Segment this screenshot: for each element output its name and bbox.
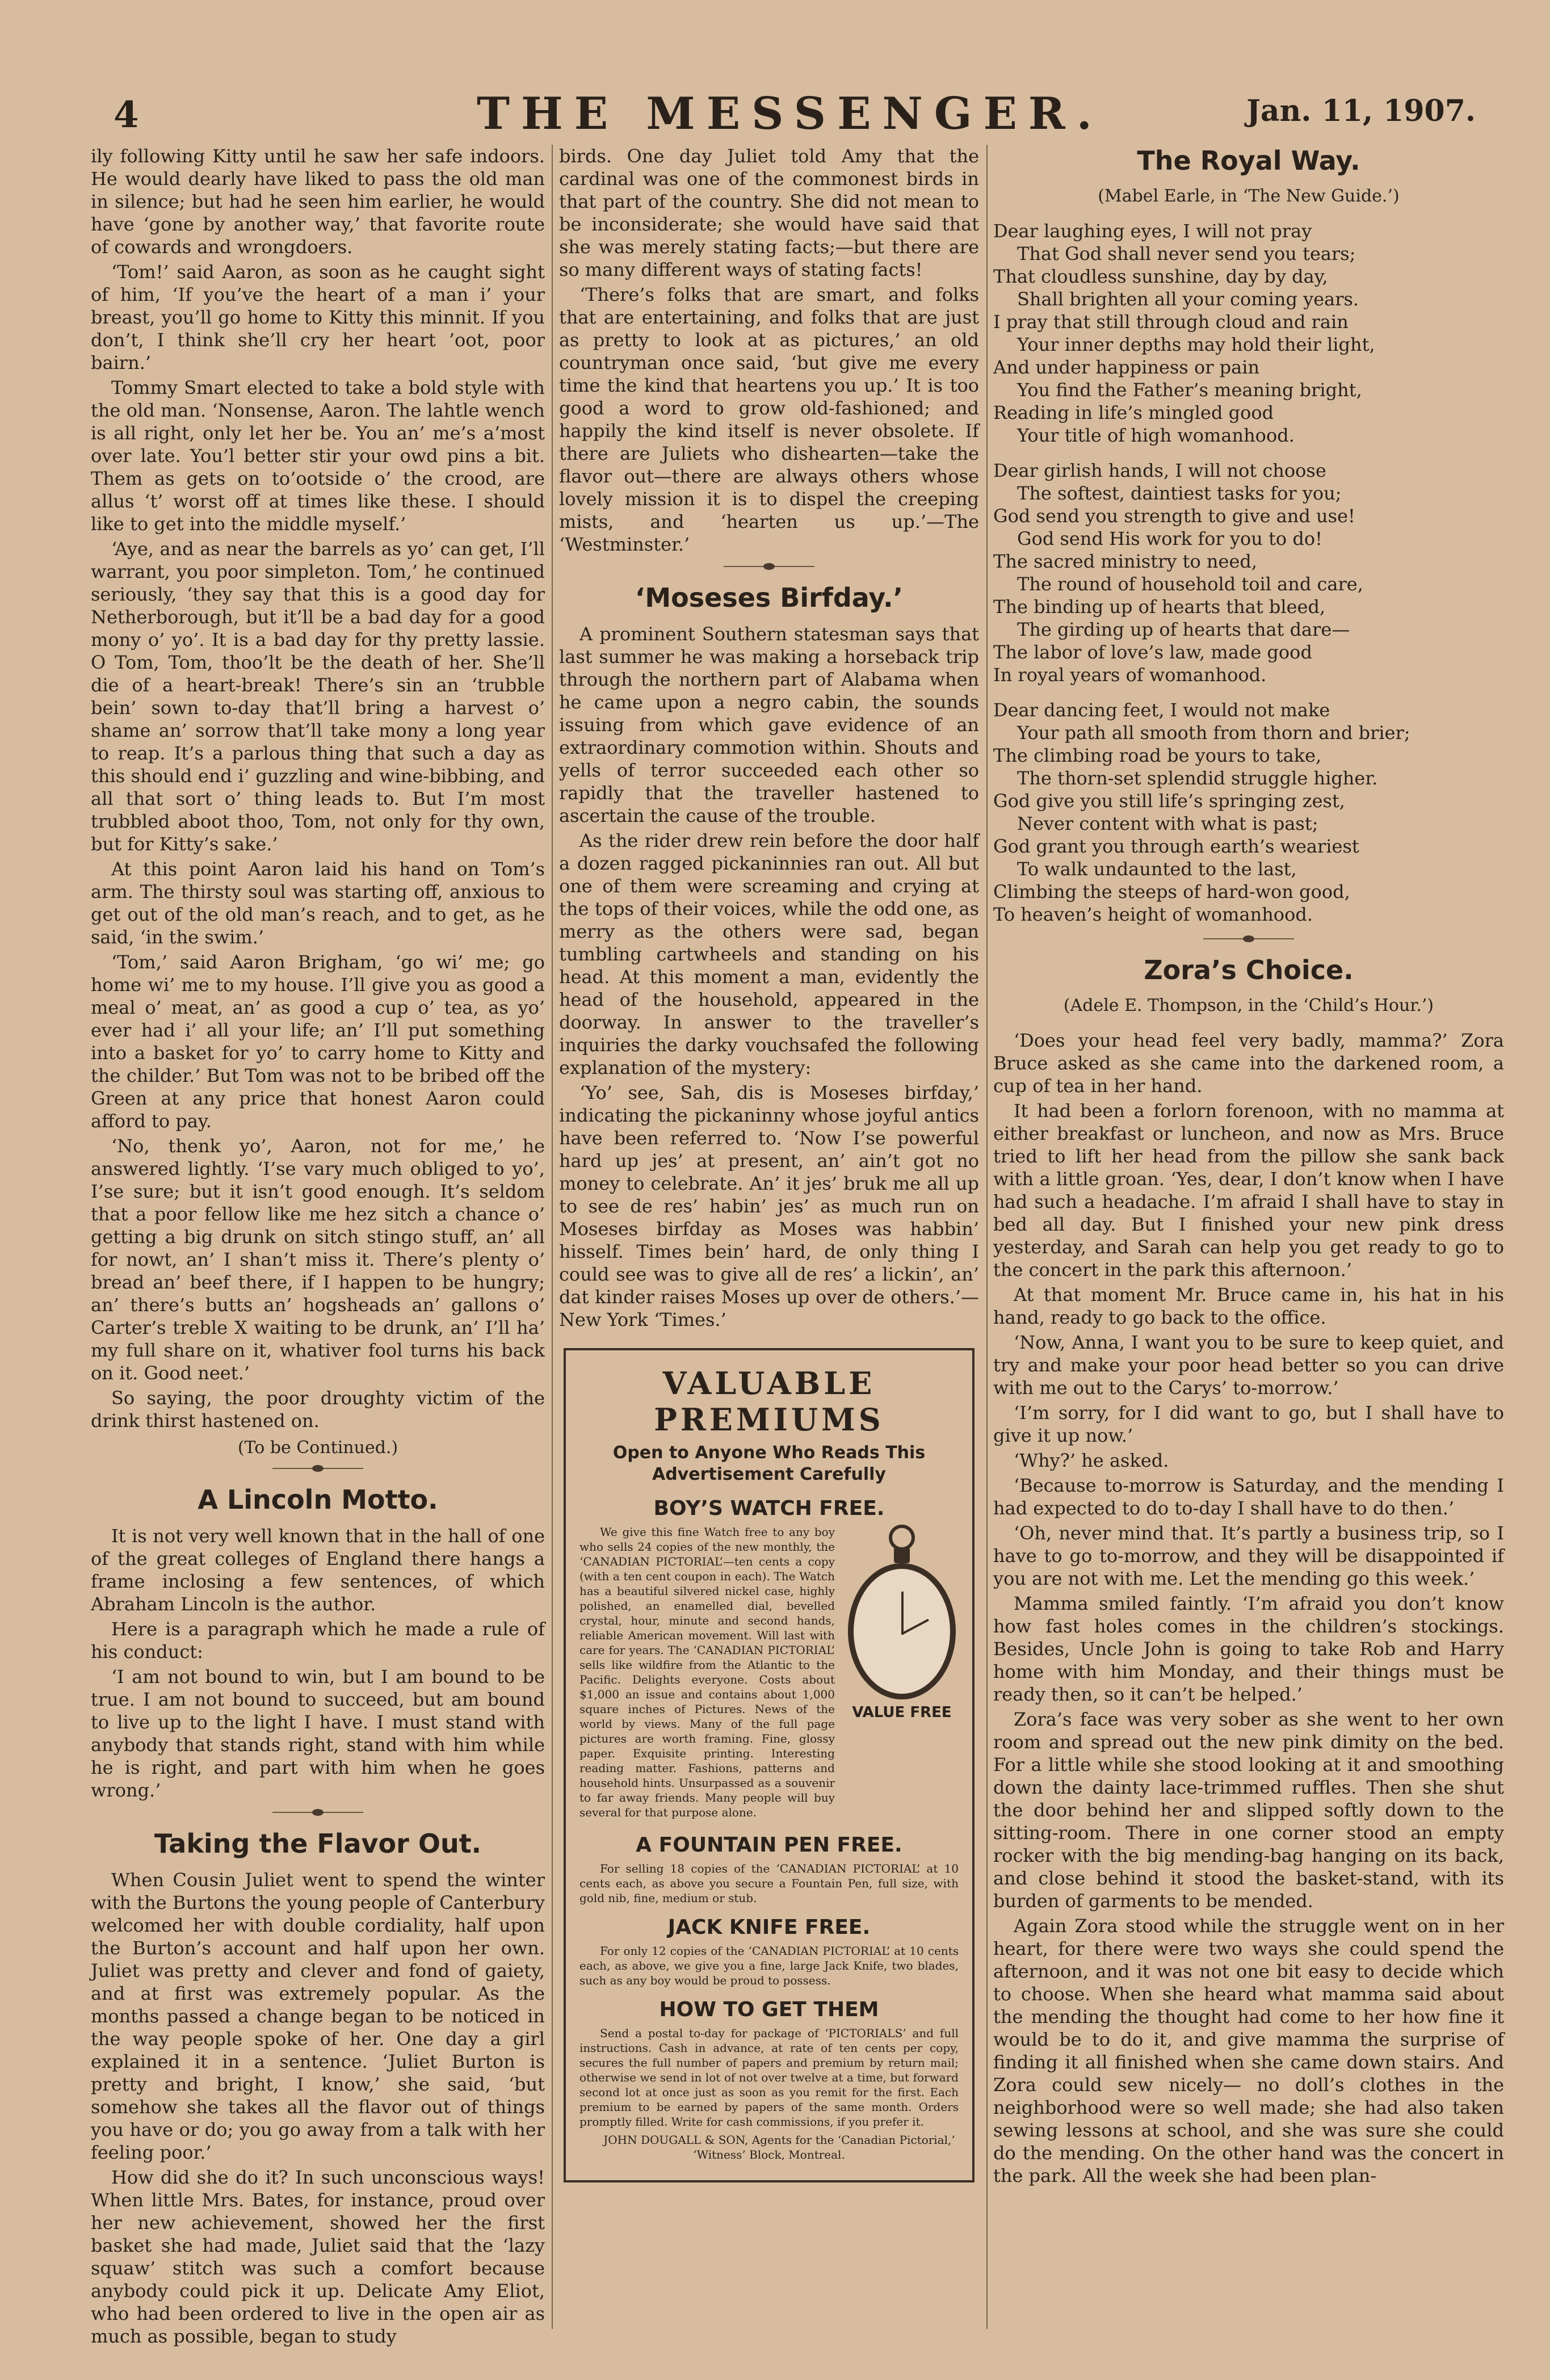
column-1 [91, 145, 545, 2347]
verse-line: Never content with what is past; [1017, 813, 1318, 834]
watch-offer [579, 1525, 959, 1823]
lincoln-motto-article [91, 1484, 545, 1802]
watch-heading: BOY’S WATCH FREE. [653, 1497, 885, 1520]
verse-line: Your path all smooth from thorn and brier; [1017, 722, 1410, 744]
story-paragraph: So saying, the poor droughty victim of the drink thirst hastened on. [91, 1387, 545, 1432]
story-paragraph: ‘Because to-morrow is Saturday, and the mending I had expected to do to-day I shall have to do then.’ [993, 1475, 1504, 1519]
story-paragraph: Again Zora stood while the struggle went on in her heart, for there were two ways she could spend the afternoon, and it was not one bit easy to decide which to choose. When she heard what mamma said about the mending the thought had come to her how fine it would be to do it, and give mamma the surprise of finding it all finished when she came down stairs. And Zora could sew nicely— no doll’s clothes in the neighborhood were so well made; she had also taken sewing lessons at school, and she was sure she could do the mending. On the other hand was the concert in the park. All the week she had been plan- [993, 1915, 1504, 2186]
verse-line: That cloudless sunshine, day by day, [993, 266, 1328, 287]
verse-line: In royal years of womanhood. [993, 664, 1267, 686]
ad-subtitle: Open to Anyone Who Reads This Advertisement Carefully [612, 1443, 926, 1484]
flavor-article-continued [559, 145, 979, 556]
story-paragraph: Tommy Smart elected to take a bold style with the old man. ‘Nonsense, Aaron. The lahtle wench is all right, only let her be. You an’ me’s a’most over late. You’l better stir your owd pins a bit. Them as gets on to’ootside o’ the crood, are allus ‘t’ worst off at times like these. I should like to get into the middle myself.’ [91, 377, 545, 535]
verse-line: Dear girlish hands, I will not choose [993, 460, 1326, 481]
article-paragraph: How did she do it? In such unconscious ways! When little Mrs. Bates, for instance, proud over her new achievement, showed her the first basket she had made, Juliet said that the ‘lazy squaw’ stitch was such a comfort because anybody could pick it up. Delicate Amy Eliot, who had been ordered to live in the open air as much as possible, began to study [91, 2167, 545, 2347]
article-paragraph: It is not very well known that in the hall of one of the great colleges of England there hangs a frame inclosing a few sentences, of which Abraham Lincoln is the author. [91, 1525, 545, 1615]
ad-title: VALUABLE PREMIUMS [654, 1365, 884, 1438]
verse-line: Dear laughing eyes, I will not pray [993, 220, 1312, 242]
serial-story [91, 145, 545, 1458]
issue-date: Jan. 11, 1907. [1246, 94, 1476, 128]
section-separator [272, 1812, 363, 1813]
verse-line: Dear dancing feet, I would not make [993, 699, 1330, 721]
story-paragraph: ‘I’m sorry, for I did want to go, but I shall have to give it up now.’ [993, 1402, 1504, 1446]
verse-line: And under happiness or pain [993, 356, 1260, 378]
poem-stanza [993, 699, 1504, 926]
verse-line: God send His work for you to do! [1017, 528, 1322, 549]
pen-heading: A FOUNTAIN PEN FREE. [636, 1833, 902, 1857]
verse-line: You find the Father’s meaning bright, [1017, 379, 1362, 401]
story-paragraph: ‘Tom!’ said Aaron, as soon as he caught sight of him, ‘If you’ve the heart of a man i’ your breast, you’ll go home to Kitty this minnit. If you don’t, I think she’ll cry her heart ’oot, poor bairn.’ [91, 261, 545, 373]
article-paragraph: ‘I am not bound to win, but I am bound to be true. I am not bound to succeed, but am bound to live up to the light I have. I must stand with anybody that stands right, stand with him while he is right, and part with him when he goes wrong.’ [91, 1666, 545, 1801]
pocket-watch-icon [845, 1525, 959, 1823]
verse-line: Shall brighten all your coming years. [1017, 288, 1359, 310]
verse-line: The girding up of hearts that dare— [1017, 619, 1350, 640]
watch-crown-icon [894, 1547, 910, 1563]
story-paragraph: ‘Does your head feel very badly, mamma?’ Zora Bruce asked as she came into the darkened room, a cup of tea in her hand. [993, 1030, 1504, 1097]
article-paragraph: As the rider drew rein before the door half a dozen ragged pickaninnies ran out. All but one of them were screaming and crying at the tops of their voices, while the odd one, as merry as the others were sad, began tumbling cartwheels and standing on his head. At this moment a man, evidently the head of the household, appeared in the doorway. In answer to the traveller’s inquiries the darky vouchsafed the following explanation of the mystery: [559, 830, 979, 1078]
article-paragraph: ‘There’s folks that are smart, and folks that are entertaining, and folks that are just as pretty to look at as pictures,’ an old countryman once said, ‘but give me every time the kind that heartens you up.’ It is too good a word to grow old-fashioned; and happily the kind itself is never obsolete. If there are Juliets who dishearten—take the flavor out—there are always others whose lovely mission it is to dispel the creeping mists, and ‘hearten us up.’—The ‘Westminster.’ [559, 284, 979, 555]
story-paragraph: ‘No, thenk yo’, Aaron, not for me,’ he answered lightly. ‘I’se vary much obliged to yo’, I’se sure; but it isn’t good enough. It’s seldom that a poor fellow like me hez sitch a chance o’ getting a big drunk on sitch stingo stuff, an’ all for nowt, an’ I shan’t miss it. There’s plenty o’ bread an’ beef there, if I happen to be hungry; an’ there’s butts an’ hogsheads an’ gallons o’ Carter’s treble X waiting to be drunk, an’ I’ll ha’ my full share on it, whativer fool turns his back on it. Good neet.’ [91, 1135, 545, 1384]
verse-line: God give you still life’s springing zest, [993, 790, 1345, 812]
verse-line: To walk undaunted to the last, [1017, 858, 1297, 880]
column-rule [552, 145, 553, 2329]
watch-description: We give this fine Watch free to any boy who sells 24 copies of the new monthly, the ‘CANADIAN PICTORIAL’—ten cents a copy (with a ten cent coupon in each). The Watch has a beautiful silvered nickel case, highly polished, an enamelled dial, bevelled crystal, hour, minute and second hands, reliable American movement. Will last with care for years. The ‘CANADIAN PICTORIAL’ sells like wildfire from the Atlantic to the Pacific. Delights everyone. Costs about $1,000 an issue and contains about 1,000 square inches of Pictures. News of the world by views. Many of the full page pictures are worth framing. Fine, glossy paper. Exquisite printing. Interesting reading matter. Fashions, patterns and household hints. Unsurpassed as a souvenir to far away friends. Many people will buy several for that purpose alone. [579, 1525, 835, 1819]
masthead [114, 88, 1476, 139]
verse-line: The binding up of hearts that bleed, [993, 596, 1326, 618]
story-paragraph: At that moment Mr. Bruce came in, his hat in his hand, ready to go back to the office. [993, 1284, 1504, 1328]
story-paragraph: ‘Aye, and as near the barrels as yo’ can get, I’ll warrant, you poor simpleton. Tom,’ he continued seriously, ‘they say that this is a good day for Netherborough, but it’ll be a bad day for a good mony o’ yo’. It is a bad day for thy pretty lassie. O Tom, Tom, thoo’lt be the death of her. She’ll die of a heart-break! There’s sin an ‘trubble bein’ sown to-day that’ll bring a harvest o’ shame an’ sorrow that’ll take mony a long year to reap. It’s a parlous thing that such a day as this should end i’ guzzling and wine-bibbing, and all that sort o’ thing leads to. But I’m most trubbled aboot thoo, Tom, not only for thy own, but for Kitty’s sake.’ [91, 538, 545, 855]
article-paragraph: Here is a paragraph which he made a rule of his conduct: [91, 1618, 545, 1663]
verse-line: Your title of high womanhood. [1017, 425, 1295, 446]
knife-description: For only 12 copies of the ‘CANADIAN PICTORIAL’ at 10 cents each, as above, we give you a fine, large Jack Knife, two blades, such as any boy would be proud to possess. [579, 1944, 959, 1987]
story-paragraph: ily following Kitty until he saw her safe indoors. He would dearly have liked to pass the old man in silence; but had he seen him earlier, he would have ‘gone by another way,’ that favorite route of cowards and wrongdoers. [91, 145, 545, 258]
zoras-choice-story [993, 954, 1504, 2187]
story-paragraph: ‘Why?’ he asked. [1014, 1450, 1169, 1471]
continued-note: (To be Continued.) [237, 1438, 398, 1458]
how-heading: HOW TO GET THEM [659, 1998, 879, 2021]
section-separator [272, 1468, 363, 1469]
poem-stanza [993, 220, 1504, 447]
verse-line: Reading in life’s mingled good [993, 402, 1274, 423]
pen-description: For selling 18 copies of the ‘CANADIAN PICTORIAL’ at 10 cents each, as above you secure a Fountain Pen, full size, with gold nib, fine, medium or stub. [579, 1862, 959, 1905]
birfday-article [559, 582, 979, 1331]
verse-line: Your inner depths may hold their light, [1017, 334, 1375, 355]
article-title: Taking the Flavor Out. [154, 1828, 482, 1859]
verse-line: The round of household toil and care, [1017, 573, 1363, 595]
page-number: 4 [114, 94, 139, 136]
article-title: ‘Moseses Birfday.’ [635, 582, 904, 613]
poem-byline: (Mabel Earle, in ‘The New Guide.’) [1098, 186, 1400, 206]
section-separator [1203, 938, 1294, 939]
verse-line: The thorn-set splendid struggle higher. [1017, 767, 1378, 789]
article-title: A Lincoln Motto. [198, 1484, 438, 1515]
verse-line: Climbing the steeps of hard-won good, [993, 881, 1350, 903]
story-paragraph: ‘Oh, never mind that. It’s partly a business trip, so I have to go to-morrow, and they will be disappointed if you are not with me. Let the mending go this week.’ [993, 1522, 1504, 1589]
verse-line: God send you strength to give and use! [993, 505, 1355, 527]
article-paragraph: A prominent Southern statesman says that last summer he was making a horseback trip through the northern part of Alabama when he came upon a negro cabin, the sounds issuing from which gave evidence of an extraordinary commotion within. Shouts and yells of terror succeeded each other so rapidly that the traveller hastened to ascertain the cause of the trouble. [559, 623, 979, 826]
knife-heading: JACK KNIFE FREE. [667, 1916, 871, 1939]
column-2 [559, 145, 979, 2335]
watch-face-icon [848, 1563, 956, 1699]
poem-stanza [993, 459, 1504, 686]
verse-line: That God shall never send you tears; [1017, 243, 1356, 265]
verse-line: The climbing road be yours to take, [993, 745, 1322, 766]
verse-line: God grant you through earth’s weariest [993, 836, 1359, 857]
story-byline: (Adele E. Thompson, in the ‘Child’s Hour.’) [1063, 996, 1434, 1015]
ad-signature: JOHN DOUGALL & SON, Agents for the ‘Canadian Pictorial,’ ‘Witness’ Block, Montreal. [603, 2133, 955, 2161]
verse-line: To heaven’s height of womanhood. [993, 904, 1313, 925]
verse-line: I pray that still through cloud and rain [993, 311, 1349, 333]
verse-line: The sacred ministry to need, [993, 551, 1258, 572]
column-3 [993, 145, 1504, 2335]
article-paragraph: When Cousin Juliet went to spend the winter with the Burtons the young people of Canterbury welcomed her with double cordiality, half upon the Burton’s account and half upon her own. Juliet was pretty and clever and fond of gaiety, and at first was extremely popular. As the months passed a change began to be noticed in the way people spoke of her. One day a girl explained it in a sentence. ‘Juliet Burton is pretty and bright, I know,’ she said, ‘but somehow she takes all the flavor out of things you have or do; you go away from a talk with her feeling poor.’ [91, 1869, 545, 2163]
story-paragraph: Zora’s face was very sober as she went to her own room and spread out the new pink dimity on the bed. For a little while she stood looking at it and smoothing down the dainty lace-trimmed ruffles. Then she shut the door behind her and slipped softly down to the sitting-room. There in one corner stood an empty rocker with the big mending-bag hanging on its back, and close behind it stood the basket-stand, with its burden of garments to be mended. [993, 1709, 1504, 1912]
how-description: Send a postal to-day for package of ‘PICTORIALS’ and full instructions. Cash in advance, at rate of ten cents per copy, secures the full number of papers and premium by return mail; otherwise we send in lot of not over twelve at a time, but forward second lot at once just as soon as you remit for the first. Each premium to be earned by papers of the same month. Orders promptly filled. Write for cash commissions, if you prefer it. [579, 2026, 959, 2129]
story-paragraph: At this point Aaron laid his hand on Tom’s arm. The thirsty soul was starting off, anxious to get out of the old man’s reach, and to get, as he said, ‘in the swim.’ [91, 858, 545, 948]
story-paragraph: It had been a forlorn forenoon, with no mamma at either breakfast or luncheon, and now as Mrs. Bruce tried to lift her head from the pillow she sank back with a little groan. ‘Yes, dear, I don’t know when I have had such a headache. I’m afraid I shall have to stay in bed all day. But I finished your new pink dress yesterday, and Sarah can help you get ready to go to the concert in the park this afternoon.’ [993, 1100, 1504, 1281]
story-paragraph: Mamma smiled faintly. ‘I’m afraid you don’t know how fast holes comes in the children’s stockings. Besides, Uncle John is going to take Rob and Harry home with him Monday, and their things must be ready then, so it can’t be helped.’ [993, 1593, 1504, 1705]
verse-line: The labor of love’s law, made good [993, 641, 1312, 663]
premiums-advertisement [564, 1348, 974, 2182]
verse-line: The softest, daintiest tasks for you; [1017, 482, 1342, 504]
poem-title: The Royal Way. [1137, 145, 1360, 176]
flavor-article [91, 1828, 545, 2348]
article-paragraph: ‘Yo’ see, Sah, dis is Moseses birfday,’ indicating the pickaninny whose joyful antics have been referred to. ‘Now I’se powerful hard up jes’ at present, an’ ain’t got no money to celebrate. An’ it jes’ bruk me all up to see de res’ habin’ jes’ as much run on Moseses birfday as Moses was habbin’ hisself. Times bein’ hard, de only thing I could see was to give all de res’ a lickin’, an’ dat kinder raises Moses up over de others.’—New York ‘Times.’ [559, 1082, 979, 1330]
royal-way-poem [993, 145, 1504, 926]
publication-title: THE MESSENGER. [477, 88, 1103, 140]
story-paragraph: ‘Tom,’ said Aaron Brigham, ‘go wi’ me; go home wi’ me to my house. I’ll give you as good a meal o’ meat, an’ as good a cup o’ tea, as yo’ ever had i’ all your life; an’ I’ll put something into a basket for yo’ to carry home to Kitty and the childer.’ But Tom was not to be bribed off the Green at any price that honest Aaron could afford to pay. [91, 951, 545, 1132]
story-paragraph: ‘Now, Anna, I want you to be sure to keep quiet, and try and make your poor head better so you can drive with me out to the Carys’ to-morrow.’ [993, 1332, 1504, 1399]
watch-value-tag: VALUE FREE [852, 1704, 952, 1721]
article-paragraph: birds. One day Juliet told Amy that the cardinal was one of the commonest birds in that part of the country. She did not mean to be inconsiderate; she would have said that she was merely stating facts;—but there are so many different ways of stating facts! [559, 145, 979, 280]
section-separator [724, 566, 814, 567]
column-rule [986, 145, 988, 2329]
story-title: Zora’s Choice. [1144, 955, 1354, 985]
